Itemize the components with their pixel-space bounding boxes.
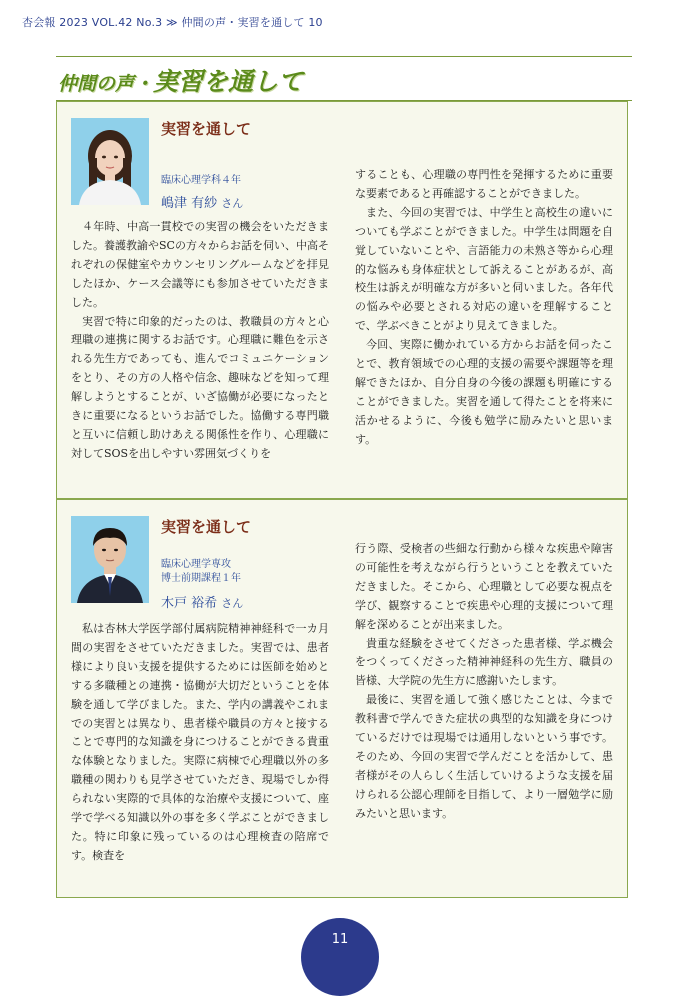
- paragraph: 最後に、実習を通して強く感じたことは、今まで教科書で学んできた症状の典型的な知識を身につけているだけでは現場では通用しないという事です。そのため、今回の実習で学んだことを活かして、患者様がその人らしく生活していけるような支援を届けられる公認心理師を目指して、より一層勉学に励みたいと思います。: [355, 693, 613, 820]
- paragraph: ４年時、中高一貫校での実習の機会をいただきました。養護教諭やSCの方々からお話を伺い、中高それぞれの保健室やカウンセリングルームなどを拝見したほか、ケース会議等にも参加させていただきました。: [71, 220, 329, 309]
- author-dept-line: 臨床心理学専攻: [161, 559, 231, 570]
- paragraph: することも、心理職の専門性を発揮するために重要な要素であると再確認することができました。: [355, 168, 613, 200]
- portrait-photo-1: [71, 118, 149, 205]
- article-2-left-column: [71, 620, 329, 866]
- author-dept-2: [161, 558, 241, 586]
- paragraph: 私は杏林大学医学部付属病院精神神経科で一カ月間の実習をさせていただきました。実習では、患者様により良い支援を提供するためには医師を始めとする多職種との連携・協働が大切だということを体験を通して学びました。また、学内の講義やこれまでの実習とは異なり、患者様や職員の方々と接することで専門的な知識を身につけることができる貴重な体験となりました。実際に病棟で心理職以外の多職種の関わりも見学させていただき、現場でしか得られない実際的で具体的な治療や支援について、座学で学べる知識以外の事を多く学ぶことができました。特に印象に残っているのは心理検査の陪席です。検査を: [71, 622, 329, 862]
- author-name-text: 木戸 裕希: [161, 596, 218, 611]
- paragraph: また、今回の実習では、中学生と高校生の違いについても学ぶことができました。中学生は問題を自覚していないことや、言語能力の未熟さ等から心理的な悩みも身体症状として訴えることがあるが、高校生は訴えが明確な方が多いと伺いました。各年代の悩みや必要とされる対応の違いを理解することで、学ぶべきことがより見えてきました。: [355, 205, 613, 333]
- section-title-prefix: 仲間の声・: [58, 73, 154, 95]
- author-dept-line: 臨床心理学科４年: [161, 175, 241, 186]
- author-name-1: [161, 192, 243, 211]
- breadcrumb: 杏会報 2023 VOL.42 No.3 ≫ 仲間の声・実習を通して 10: [22, 16, 323, 29]
- article-panel-1: [56, 101, 628, 499]
- author-name-2: [161, 592, 243, 611]
- portrait-photo-2: [71, 516, 149, 603]
- paragraph: 今回、実際に働かれている方からお話を伺ったことで、教育領域での心理的支援の需要や課題等を理解できたほか、自分自身の今後の課題も明確にすることができました。実習を通して得たことを将来に活かせるように、今後も勉学に励みたいと思います。: [355, 338, 613, 446]
- section-title-main: 実習を通して: [153, 67, 304, 96]
- author-dept-line: 博士前期課程１年: [161, 573, 241, 584]
- section-title: [58, 62, 303, 98]
- article-1-right-column: [355, 166, 613, 450]
- author-honorific: さん: [221, 597, 244, 610]
- article-2-right-column: [355, 540, 613, 824]
- title-top-rule: [56, 56, 632, 57]
- paragraph: 実習で特に印象的だったのは、教職員の方々と心理職の連携に関するお話です。心理職に難色を示される先生方であっても、進んでコミュニケーションをとり、その方の人格や信念、趣味などを知って理解しようとすることが、いざ協働が必要になったときに重要になるというお話でした。協働する専門職と互いに信頼し助けあえる関係性を作り、心理職に対してSOSを出しやすい雰囲気づくりを: [71, 314, 329, 460]
- author-name-text: 嶋津 有紗: [161, 196, 218, 211]
- paragraph: 貴重な経験をさせてくださった患者様、学ぶ機会をつくってくださった精神神経科の先生方、職員の皆様、大学院の先生方に感謝いたします。: [355, 636, 613, 688]
- paragraph: 行う際、受検者の些細な行動から様々な疾患や障害の可能性を考えながら行うということを教えていただきました。そこから、心理職として必要な視点を学び、観察することで疾患や心理的支援について理解を深めることが出来ました。: [355, 542, 613, 631]
- article-panel-2: [56, 499, 628, 898]
- page-number-badge: [301, 918, 379, 996]
- article-1-left-column: [71, 218, 329, 464]
- author-honorific: さん: [221, 197, 244, 210]
- article-title-2: 実習を通して: [161, 518, 252, 536]
- author-dept-1: [161, 174, 241, 188]
- page-number: 11: [331, 932, 349, 947]
- article-title-1: 実習を通して: [161, 120, 252, 138]
